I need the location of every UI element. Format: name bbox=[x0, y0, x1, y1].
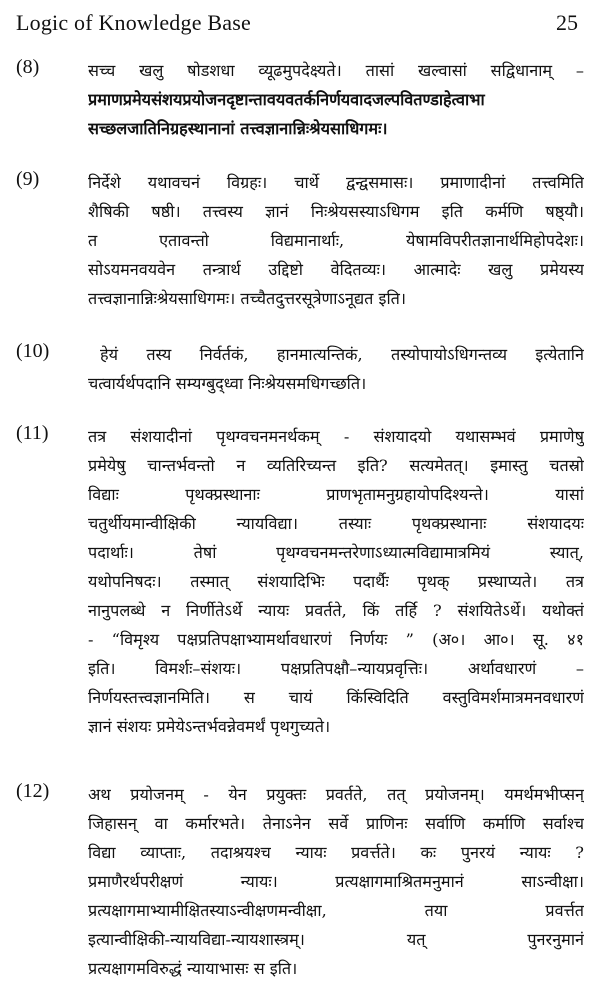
text-line: जिहासन् वा कर्मारभते। तेनाऽनेन सर्वे प्राणिनः सर्वाणि कर्माणि सर्वाश्च bbox=[88, 814, 584, 833]
text-line: तत्र संशयादीनां पृथग्वचनमनर्थकम् - संशयादयो यथासम्भवं प्रमाणेषु bbox=[88, 427, 584, 446]
text-line: यथोपनिषदः। तस्मात् संशयादिभिः पदार्थैः पृथक् प्रस्थाप्यते। तत्र bbox=[88, 572, 584, 591]
text-line: प्रत्यक्षागमविरुद्धं न्यायाभासः स इति। bbox=[88, 959, 298, 978]
text-line: निर्णयस्तत्त्वज्ञानमिति। स चायं किंस्विदिति वस्तुविमर्शमात्रमनवधारणं bbox=[88, 688, 584, 707]
section-body bbox=[88, 780, 584, 983]
text-line: शैषिकी षष्ठी। तत्त्वस्य ज्ञानं निःश्रेयसस्याऽधिगम इति कर्मणि षष्ठ्यौ। bbox=[88, 202, 584, 221]
text-line: सच्छलजातिनिग्रहस्थानानां तत्त्वज्ञानान्निःश्रेयसाधिगमः। bbox=[88, 119, 388, 138]
text-line: प्रत्यक्षागमाभ्यामीक्षितस्याऽन्वीक्षणमन्वीक्षा, तया प्रवर्त्तत bbox=[88, 901, 584, 920]
text-line: चत्वार्यर्थपदानि सम्यग्बुद्ध्वा निःश्रेयसमधिगच्छति। bbox=[88, 374, 367, 393]
section-number: (10) bbox=[16, 340, 50, 362]
text-line: तत्त्वज्ञानान्निःश्रेयसाधिगमः। तच्चैतदुत्तरसूत्रेणाऽनूद्यत इति। bbox=[88, 289, 407, 308]
text-line: हेयं तस्य निर्वर्तकं, हानमात्यन्तिकं, तस्योपायोऽधिगन्तव्य इत्येतानि bbox=[100, 345, 584, 364]
text-line: प्रमेयेषु चान्तर्भवन्तो न व्यतिरिच्यन्त इति? सत्यमेतत्। इमास्तु चतस्रो bbox=[88, 456, 584, 475]
section-number: (9) bbox=[16, 168, 40, 190]
section-number: (8) bbox=[16, 56, 40, 78]
page-number: 25 bbox=[556, 10, 578, 35]
text-line: प्रमाणैरर्थपरीक्षणं न्यायः। प्रत्यक्षागमाश्रितमनुमानं साऽन्वीक्षा। bbox=[88, 872, 584, 891]
text-line: - “विमृश्य पक्षप्रतिपक्षाभ्यामर्थावधारणं निर्णयः ” (अ०। आ०। सू. ४१ bbox=[88, 630, 584, 649]
text-line: चतुर्थीयमान्वीक्षिकी न्यायविद्या। तस्याः पृथक्प्रस्थानाः संशयादयः bbox=[88, 514, 584, 533]
section-body bbox=[88, 422, 584, 741]
text-line: निर्देशे यथावचनं विग्रहः। चार्थे द्वन्द्वसमासः। प्रमाणादीनां तत्त्वमिति bbox=[88, 173, 584, 192]
section-body bbox=[88, 340, 584, 398]
section-body bbox=[88, 56, 584, 143]
text-line: नानुपलब्धे न निर्णीतेऽर्थे न्यायः प्रवर्तते, किं तर्हि ? संशयितेऽर्थे। यथोक्तं bbox=[88, 601, 584, 620]
text-line: अथ प्रयोजनम् - येन प्रयुक्तः प्रवर्तते, तत् प्रयोजनम्। यमर्थमभीप्सन् bbox=[88, 785, 584, 804]
section-body bbox=[88, 168, 584, 313]
text-line: ज्ञानं संशयः प्रमेयेऽन्तर्भवन्नेवमर्थं पृथगुच्यते। bbox=[88, 717, 331, 736]
text-line: इत्यान्वीक्षिकी-न्यायविद्या-न्यायशास्त्रम्। यत् पुनरनुमानं bbox=[88, 930, 584, 949]
text-line: प्रमाणप्रमेयसंशयप्रयोजनदृष्टान्तावयवतर्कनिर्णयवादजल्पवितण्डाहेत्वाभा bbox=[88, 90, 485, 109]
text-line: त एतावन्तो विद्यमानार्थाः, येषामविपरीतज्ञानार्थमिहोपदेशः। bbox=[88, 231, 584, 250]
section-number: (11) bbox=[16, 422, 49, 444]
section-number: (12) bbox=[16, 780, 50, 802]
text-line: सच्च खलु षोडशधा व्यूढमुपदेक्ष्यते। तासां खल्वासां सद्विधानाम् – bbox=[88, 61, 584, 80]
text-line: सोऽयमनवयवेन तन्त्रार्थ उद्दिष्टो वेदितव्यः। आत्मादेः खलु प्रमेयस्य bbox=[88, 260, 584, 279]
text-line: विद्या व्याप्ताः, तदाश्रयश्च न्यायः प्रवर्त्तते। कः पुनरयं न्यायः ? bbox=[88, 843, 584, 862]
text-line: पदार्थाः। तेषां पृथग्वचनमन्तरेणाऽध्यात्मविद्यामात्रमियं स्यात्, bbox=[88, 543, 584, 562]
text-line: विद्याः पृथक्प्रस्थानाः प्राणभृतामनुग्रहायोपदिश्यन्ते। यासां bbox=[88, 485, 584, 504]
running-head: Logic of Knowledge Base bbox=[16, 10, 251, 35]
text-line: इति। विमर्शः–संशयः। पक्षप्रतिपक्षौ–न्यायप्रवृत्तिः। अर्थावधारणं – bbox=[88, 659, 584, 678]
